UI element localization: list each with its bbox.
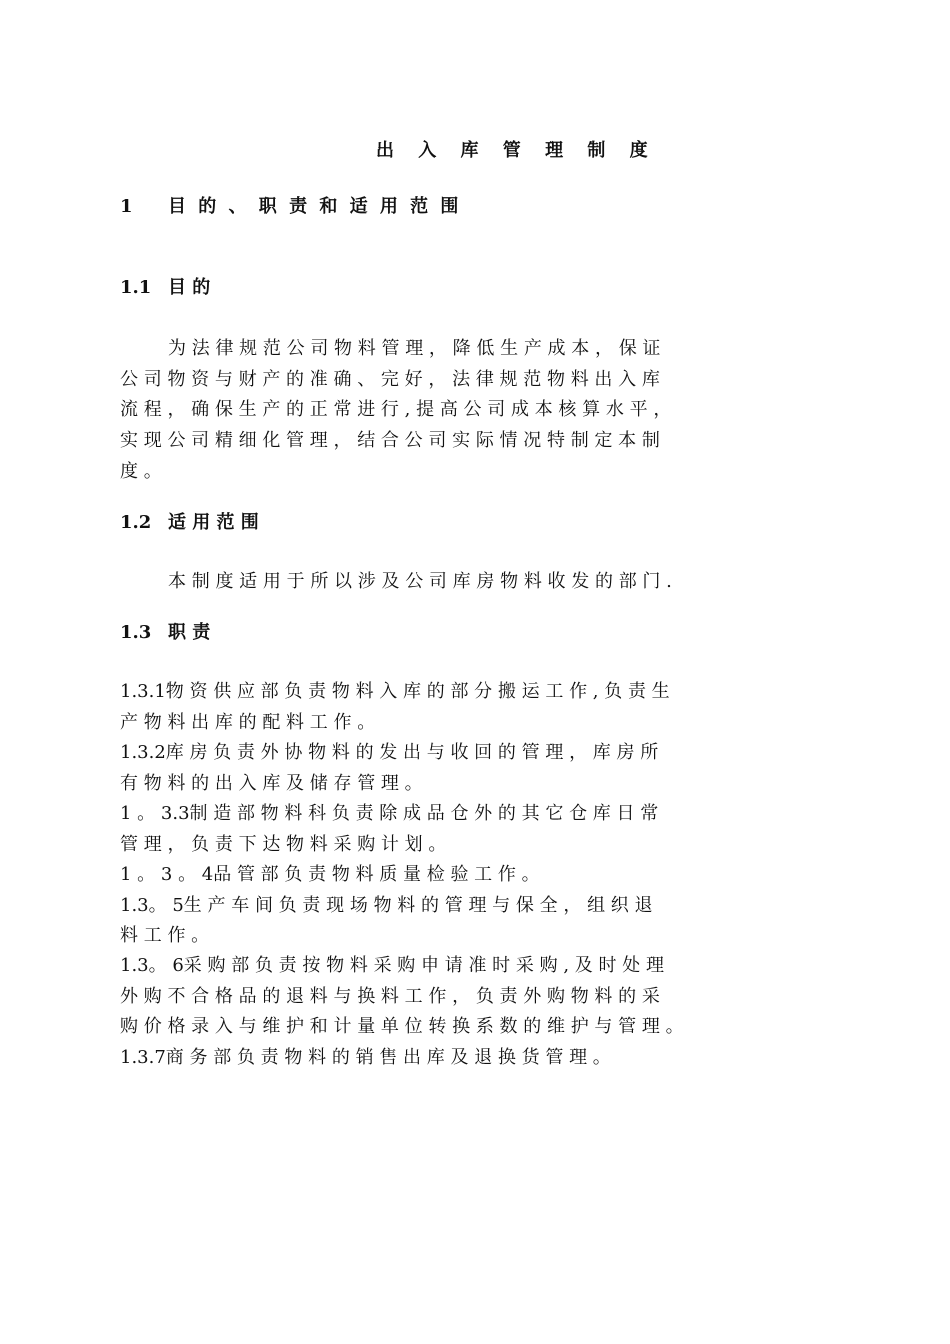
responsibility-line: 1.3.7商 务 部 负 责 物 料 的 销 售 出 库 及 退 换 货 管 理 。 [120, 1047, 611, 1068]
scope-paragraph: 本 制 度 适 用 于 所 以 涉 及 公 司 库 房 物 料 收 发 的 部 门 . [168, 571, 672, 592]
section-1-2-number: 1.2 [120, 512, 152, 533]
responsibility-line: 产 物 料 出 库 的 配 料 工 作 。 [120, 712, 376, 733]
paragraph-line: 为 法 律 规 范 公 司 物 料 管 理 ， 降 低 生 产 成 本 ， 保 证 [168, 338, 661, 359]
section-1-heading: 目 的 、 职 责 和 适 用 范 围 [168, 196, 462, 217]
paragraph-line: 公 司 物 资 与 财 产 的 准 确 、 完 好 ， 法 律 规 范 物 料 出 入 库 [120, 369, 660, 390]
responsibility-line: 1 。 3 。 4品 管 部 负 责 物 料 质 量 检 验 工 作 。 [120, 864, 540, 885]
section-1-number: 1 [120, 196, 133, 217]
responsibility-line: 管 理 ， 负 责 下 达 物 料 采 购 计 划 。 [120, 834, 447, 855]
paragraph-line: 实 现 公 司 精 细 化 管 理 ， 结 合 公 司 实 际 情 况 特 制 定 本 制 [120, 430, 660, 451]
paragraph-line: 流 程 ， 确 保 生 产 的 正 常 进 行 , 提 高 公 司 成 本 核 算 水 平 ， [120, 399, 672, 420]
responsibility-line: 1 。 3.3制 造 部 物 料 科 负 责 除 成 品 仓 外 的 其 它 仓 库 日 常 [120, 803, 659, 824]
responsibility-line: 1.3.2库 房 负 责 外 协 物 料 的 发 出 与 收 回 的 管 理 ， 库 房 所 [120, 742, 659, 763]
document-title: 出 入 库 管 理 制 度 [376, 140, 657, 161]
responsibility-line: 外 购 不 合 格 品 的 退 料 与 换 料 工 作 ， 负 责 外 购 物 料 的 采 [120, 986, 660, 1007]
paragraph-line: 度 。 [120, 461, 162, 482]
responsibility-line: 1.3。 5生 产 车 间 负 责 现 场 物 料 的 管 理 与 保 全 ， 组 织 退 [120, 895, 653, 916]
section-1-2-heading: 适 用 范 围 [168, 512, 259, 533]
section-1-3-heading: 职 责 [168, 622, 211, 643]
section-1-1-number: 1.1 [120, 277, 152, 298]
responsibility-line: 1.3.1物 资 供 应 部 负 责 物 料 入 库 的 部 分 搬 运 工 作 , 负 责 生 [120, 681, 670, 702]
responsibility-line: 料 工 作 。 [120, 925, 210, 946]
responsibility-line: 1.3。 6采 购 部 负 责 按 物 料 采 购 申 请 准 时 采 购 , 及 时 处 理 [120, 955, 664, 976]
section-1-3-number: 1.3 [120, 622, 152, 643]
section-1-1-heading: 目 的 [168, 277, 211, 298]
responsibility-line: 购 价 格 录 入 与 维 护 和 计 量 单 位 转 换 系 数 的 维 护 与 管 理 。 [120, 1016, 684, 1037]
responsibility-line: 有 物 料 的 出 入 库 及 储 存 管 理 。 [120, 773, 423, 794]
